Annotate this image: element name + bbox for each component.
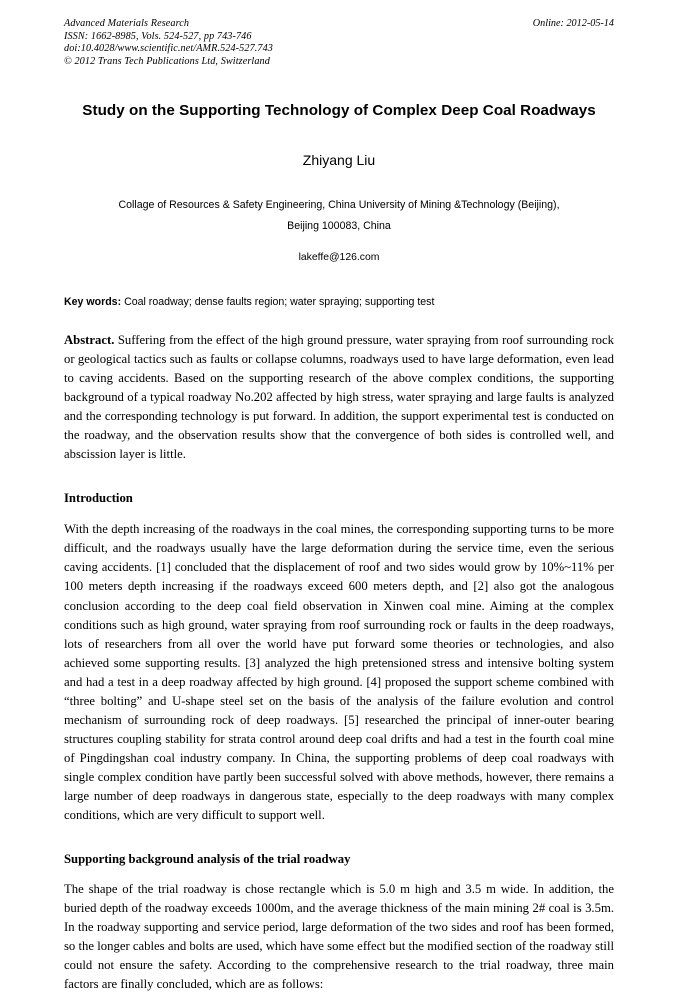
keywords-line bbox=[64, 295, 614, 309]
issn-line: ISSN: 1662-8985, Vols. 524-527, pp 743-746 bbox=[64, 30, 252, 42]
abstract-paragraph bbox=[64, 331, 614, 464]
page-title: Study on the Supporting Technology of Complex Deep Coal Roadways bbox=[82, 102, 596, 119]
masthead bbox=[64, 18, 614, 74]
doi-line: doi:10.4028/www.scientific.net/AMR.524-527.743 bbox=[64, 43, 273, 55]
copyright-line: © 2012 Trans Tech Publications Ltd, Switzerland bbox=[64, 55, 270, 67]
author-name: Zhiyang Liu bbox=[302, 152, 376, 168]
section-paragraph: With the depth increasing of the roadways in the coal mines, the corresponding supporting turns to be more difficult, and the roadways usually have the large deformation during the service time, even the serious caving accidents. [1] concluded that the displacement of roof and two sides would grow by 10%~11% per 100 meters depth increasing if the roadways exceed 600 meters depth, and [2] also got the analogous conclusion according to the deep coal field observation in Xinwen coal mine. Aiming at the complex conditions such as high ground, water spraying from roof surrounding rock or faults in the deep roadways, lots of researchers from all over the world have put forward some theories or technologies, and also achieved some supporting results. [3] analyzed the high pretensioned stress and intensive bolting system and had a test in a deep roadway affected by high ground. [4] proposed the support scheme combined with “three bolting” and U-shape steel set on the basis of the analysis of the failure evolution and control mechanism of surrounding rock of deep roadways. [5] researched the principal of inner-outer bearing structures coupling stability for strata control around deep coal drifts and had a test in the fourth coal mine of Pingdingshan coal industry company. In China, the supporting problems of deep coal roadways with single complex condition have partly been successful solved with above methods, however, there remains a large number of deep roadways in dangerous state, especially to the deep roadways with many complex conditions, which are very difficult to support well. bbox=[64, 522, 614, 823]
masthead-publication-info bbox=[64, 18, 614, 68]
affiliation-line-1: Collage of Resources & Safety Engineering, China University of Mining &Technology (Beijing), bbox=[118, 199, 560, 211]
online-date: Online: 2012-05-14 bbox=[532, 18, 614, 29]
section-heading-supporting-background: Supporting background analysis of the trial roadway bbox=[64, 852, 351, 867]
affiliation bbox=[64, 195, 614, 237]
page-content bbox=[64, 0, 614, 1007]
section-heading-introduction: Introduction bbox=[64, 491, 133, 506]
author-email: lakeffe@126.com bbox=[298, 252, 380, 263]
abstract-text: Suffering from the effect of the high ground pressure, water spraying from roof surrounding rock or geological tactics such as faults or collapse columns, roadways used to have large deformation, even lead to caving accidents. Based on the supporting research of the above complex conditions, the supporting background of a typical roadway No.202 affected by high stress, water spraying and large faults is analyzed and the corresponding technology is put forward. In addition, the support experimental test is conducted on the roadway, and the observation results show that the convergence of both sides is controlled well, and abscission layer is little. bbox=[64, 333, 614, 462]
abstract-label: Abstract. bbox=[64, 333, 115, 347]
journal-name: Advanced Materials Research bbox=[64, 18, 190, 29]
affiliation-line-2: Beijing 100083, China bbox=[287, 220, 391, 232]
keywords-label: Key words: bbox=[64, 296, 122, 308]
section-paragraph: The shape of the trial roadway is chose rectangle which is 5.0 m high and 3.5 m wide. In addition, the buried depth of the roadway exceeds 1000m, and the average thickness of the main mining 2# coal is 3.5m. In the roadway supporting and service period, large deformation of the two sides and roof has been formed, so the longer cables and bolts are used, which have some effect but the modified section of the roadway still could not ensure the safety. According to the comprehensive research to the trial roadway, three main factors are finally concluded, which are as follows: bbox=[64, 882, 614, 992]
keywords-value: Coal roadway; dense faults region; water spraying; supporting test bbox=[124, 296, 435, 308]
